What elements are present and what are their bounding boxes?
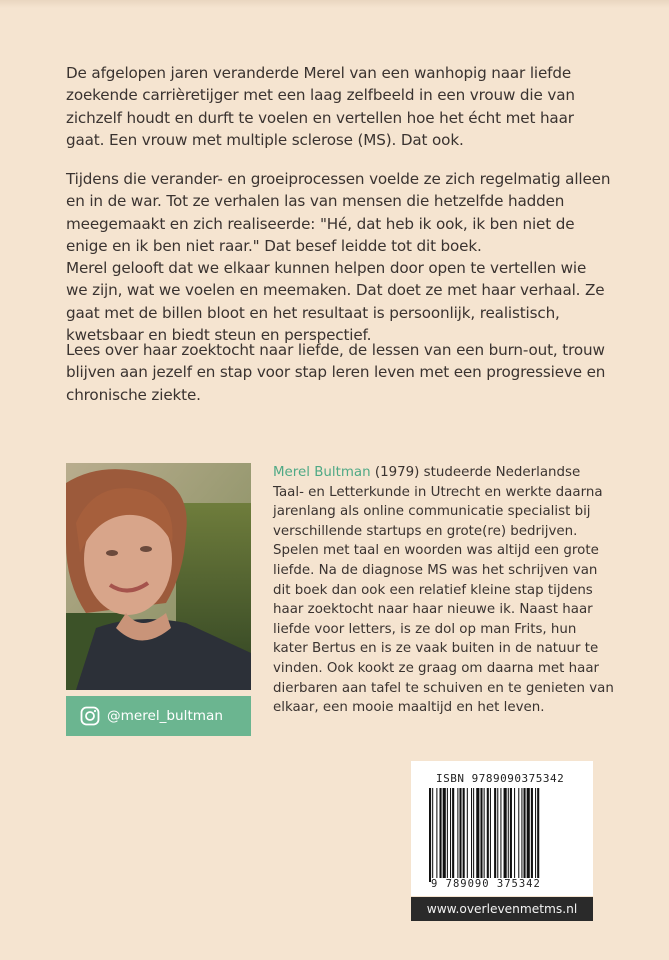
bio-line: haar zoektocht naar haar nieuwe ik. Naast haar — [273, 602, 593, 618]
barcode-bar — [467, 788, 468, 882]
website-bar[interactable] — [411, 897, 593, 921]
author-name: Merel Bultman — [273, 465, 371, 480]
barcode-bar — [527, 788, 530, 882]
text-line: zoekende carrièretijger met een laag zelfbeeld in een vrouw die van — [66, 86, 575, 105]
bio-first-line — [273, 463, 603, 483]
text-line: Merel gelooft dat we elkaar kunnen helpen door open te vertellen wie — [66, 259, 587, 278]
barcode-bar — [510, 788, 512, 882]
barcode-bar — [452, 788, 454, 882]
barcode-digits: 9 789090 375342 — [431, 878, 541, 890]
text-line: kwetsbaar en biedt steun en perspectief. — [66, 326, 372, 345]
barcode-bar — [537, 788, 539, 882]
bio-line: elkaar, een mooie maaltijd en het leven. — [273, 700, 545, 716]
text-line: gaat. Een vrouw met multiple sclerose (MS). Dat ook. — [66, 130, 464, 149]
barcode-bar — [508, 788, 509, 882]
website-url[interactable]: www.overlevenmetms.nl — [426, 902, 578, 916]
barcode-bar — [494, 788, 496, 882]
text-line: enige en ik ben niet raar." Dat besef leidde tot dit boek. — [66, 236, 482, 255]
barcode-bar — [450, 788, 451, 882]
text-line: chronische ziekte. — [66, 385, 201, 404]
text-line: Tijdens die verander- en groeiprocessen voelde ze zich regelmatig alleen — [66, 170, 611, 188]
bio-line: dit boek dan ook een relatief kleine stap tijdens — [273, 582, 593, 598]
barcode-bar — [490, 788, 491, 882]
barcode-bar — [535, 788, 536, 882]
bio-line: liefde. Na de diagnose MS was het schrijven van — [273, 562, 598, 578]
barcode-bar — [443, 788, 446, 882]
bio-line: jarenlang als online communicatie specialist bij — [273, 504, 591, 520]
barcode-bar — [480, 788, 482, 882]
text-line: en in de war. Tot ze verhalen las van mensen die hetzelfde hadden — [66, 192, 565, 211]
instagram-handle-bar[interactable] — [66, 696, 251, 736]
barcode-bar — [471, 788, 472, 882]
text-line: blijven aan jezelf en stap voor stap leren leven met een progressieve en — [66, 363, 606, 382]
barcode-bar — [436, 788, 437, 882]
bio-line: dierbaren aan tafel te schuiven en te genieten van — [273, 680, 614, 696]
closing-paragraph — [66, 339, 606, 406]
barcode-graphic — [427, 788, 579, 882]
barcode-bar — [476, 788, 479, 882]
text-line: De afgelopen jaren veranderde Merel van een wanhopig naar liefde — [66, 64, 572, 82]
barcode-bar — [457, 788, 458, 882]
barcode-bar — [447, 788, 448, 882]
text-line: meegemaakt en zich realiseerde: "Hé, dat heb ik ook, ik ben niet de — [66, 214, 575, 233]
barcode-bar — [473, 788, 474, 882]
bio-text: (1979) studeerde Nederlandse — [370, 465, 581, 480]
author-bio — [273, 463, 614, 718]
bio-line: kater Bertus en is ze vaak buiten in de natuur te — [273, 641, 599, 657]
bio-line: vinden. Ook kookt ze graag om daarna met haar — [273, 660, 600, 676]
barcode-bar — [504, 788, 507, 882]
text-line: zichzelf houdt en durft te voelen en vertellen hoe het écht met haar — [66, 108, 574, 127]
isbn-barcode-box — [411, 761, 593, 896]
text-line: Lees over haar zoektocht naar liefde, de lessen van een burn-out, trouw — [66, 341, 605, 359]
barcode-bar — [440, 788, 442, 882]
barcode-bar — [459, 788, 461, 882]
barcode-bar — [432, 788, 433, 882]
bio-line: liefde voor letters, is ze dol op man Frits, hun — [273, 621, 577, 637]
isbn-label: ISBN 9789090375342 — [436, 772, 565, 785]
barcode-bar — [463, 788, 465, 882]
bio-line: Spelen met taal en woorden was altijd een grote — [273, 543, 599, 559]
barcode-bar — [531, 788, 533, 882]
barcode-bar — [524, 788, 526, 882]
barcode-bar — [500, 788, 501, 882]
barcode-bar — [487, 788, 489, 882]
author-photo — [66, 463, 251, 690]
instagram-handle[interactable]: @merel_bultman — [107, 708, 223, 724]
text-line: we zijn, wat we voelen en meemaken. Dat doet ze met haar verhaal. Ze — [66, 281, 605, 300]
top-edge-shadow — [0, 0, 669, 8]
bio-line: verschillende startups en grote(re) bedrijven. — [273, 523, 578, 539]
text-line: gaat met de billen bloot en het resultaat is persoonlijk, realistisch, — [66, 303, 560, 322]
barcode-bar — [521, 788, 522, 882]
bio-line: Taal- en Letterkunde in Utrecht en werkte daarna — [273, 484, 603, 500]
barcode-bar — [484, 788, 485, 882]
barcode-bar — [514, 788, 515, 882]
barcode-bar — [429, 788, 431, 882]
intro-paragraph — [66, 62, 596, 151]
instagram-icon — [80, 706, 100, 726]
barcode-bar — [497, 788, 498, 882]
author-photo-illustration — [66, 463, 251, 690]
middle-paragraph — [66, 168, 611, 346]
barcode-bar — [518, 788, 519, 882]
